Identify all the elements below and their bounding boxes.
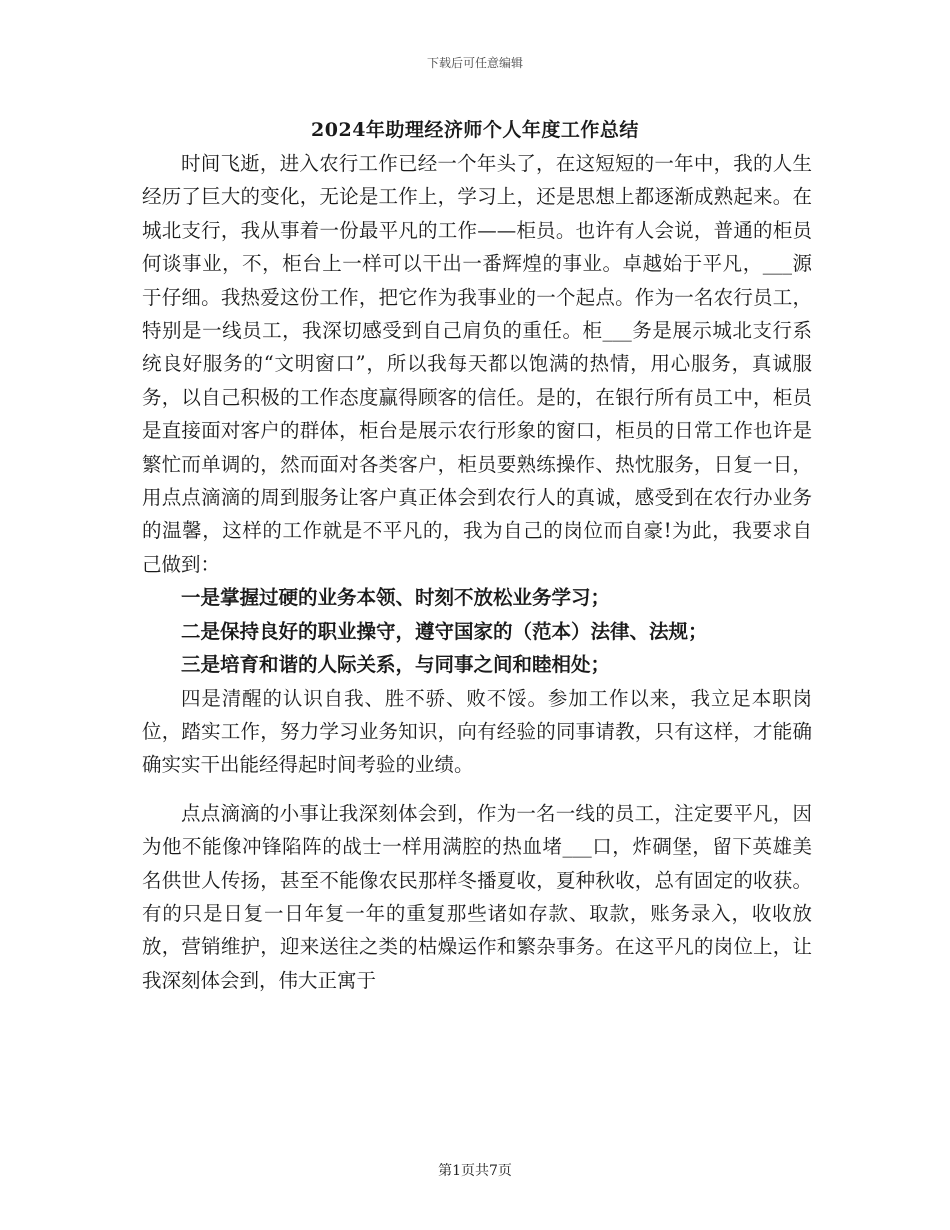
page-footer: 第1页共7页 (438, 1163, 512, 1179)
document-body (142, 147, 812, 997)
paragraph-reflection: 点点滴滴的小事让我深刻体会到，作为一名一线的员工，注定要平凡，因为他不能像冲锋陷阵的战士一样用满腔的热血堵___口，炸碉堡，留下英雄美名供世人传扬，甚至不能像农民那样冬播夏收，夏种秋收，总有固定的收获。有的只是日复一日年复一年的重复那些诸如存款、取款，账务录入，收收放放，营销维护，迎来送往之类的枯燥运作和繁杂事务。在这平凡的岗位上，让我深刻体会到，伟大正寓于 (142, 801, 812, 992)
paragraph-point-2: 二是保持良好的职业操守，遵守国家的（范本）法律、法规； (181, 619, 708, 643)
header-note: 下载后可任意编辑 (426, 56, 523, 70)
paragraph-point-1: 一是掌握过硬的业务本领、时刻不放松业务学习； (181, 586, 611, 610)
paragraph-point-3: 三是培育和谐的人际关系，与同事之间和睦相处； (181, 653, 611, 677)
paragraph-point-4: 四是清醒的认识自我、胜不骄、败不馁。参加工作以来，我立足本职岗位，踏实工作，努力学习业务知识，向有经验的同事请教，只有这样，才能确确实实干出能经得起时间考验的业绩。 (142, 686, 812, 777)
document-title: 2024年助理经济师个人年度工作总结 (311, 119, 639, 141)
paragraph-intro: 时间飞逝，进入农行工作已经一个年头了，在这短短的一年中，我的人生经历了巨大的变化，无论是工作上，学习上，还是思想上都逐渐成熟起来。在城北支行，我从事着一份最平凡的工作——柜员。也许有人会说，普通的柜员何谈事业，不，柜台上一样可以干出一番辉煌的事业。卓越始于平凡，___源于仔细。我热爱这份工作，把它作为我事业的一个起点。作为一名农行员工，特别是一线员工，我深切感受到自己肩负的重任。柜___务是展示城北支行系统良好服务的“文明窗口”，所以我每天都以饱满的热情，用心服务，真诚服务，以自己积极的工作态度赢得顾客的信任。是的，在银行所有员工中，柜员是直接面对客户的群体，柜台是展示农行形象的窗口，柜员的日常工作也许是繁忙而单调的，然而面对各类客户，柜员要熟练操作、热忱服务，日复一日，用点点滴滴的周到服务让客户真正体会到农行人的真诚，感受到在农行办业务的温馨，这样的工作就是不平凡的，我为自己的岗位而自豪!为此，我要求自己做到： (142, 152, 812, 576)
